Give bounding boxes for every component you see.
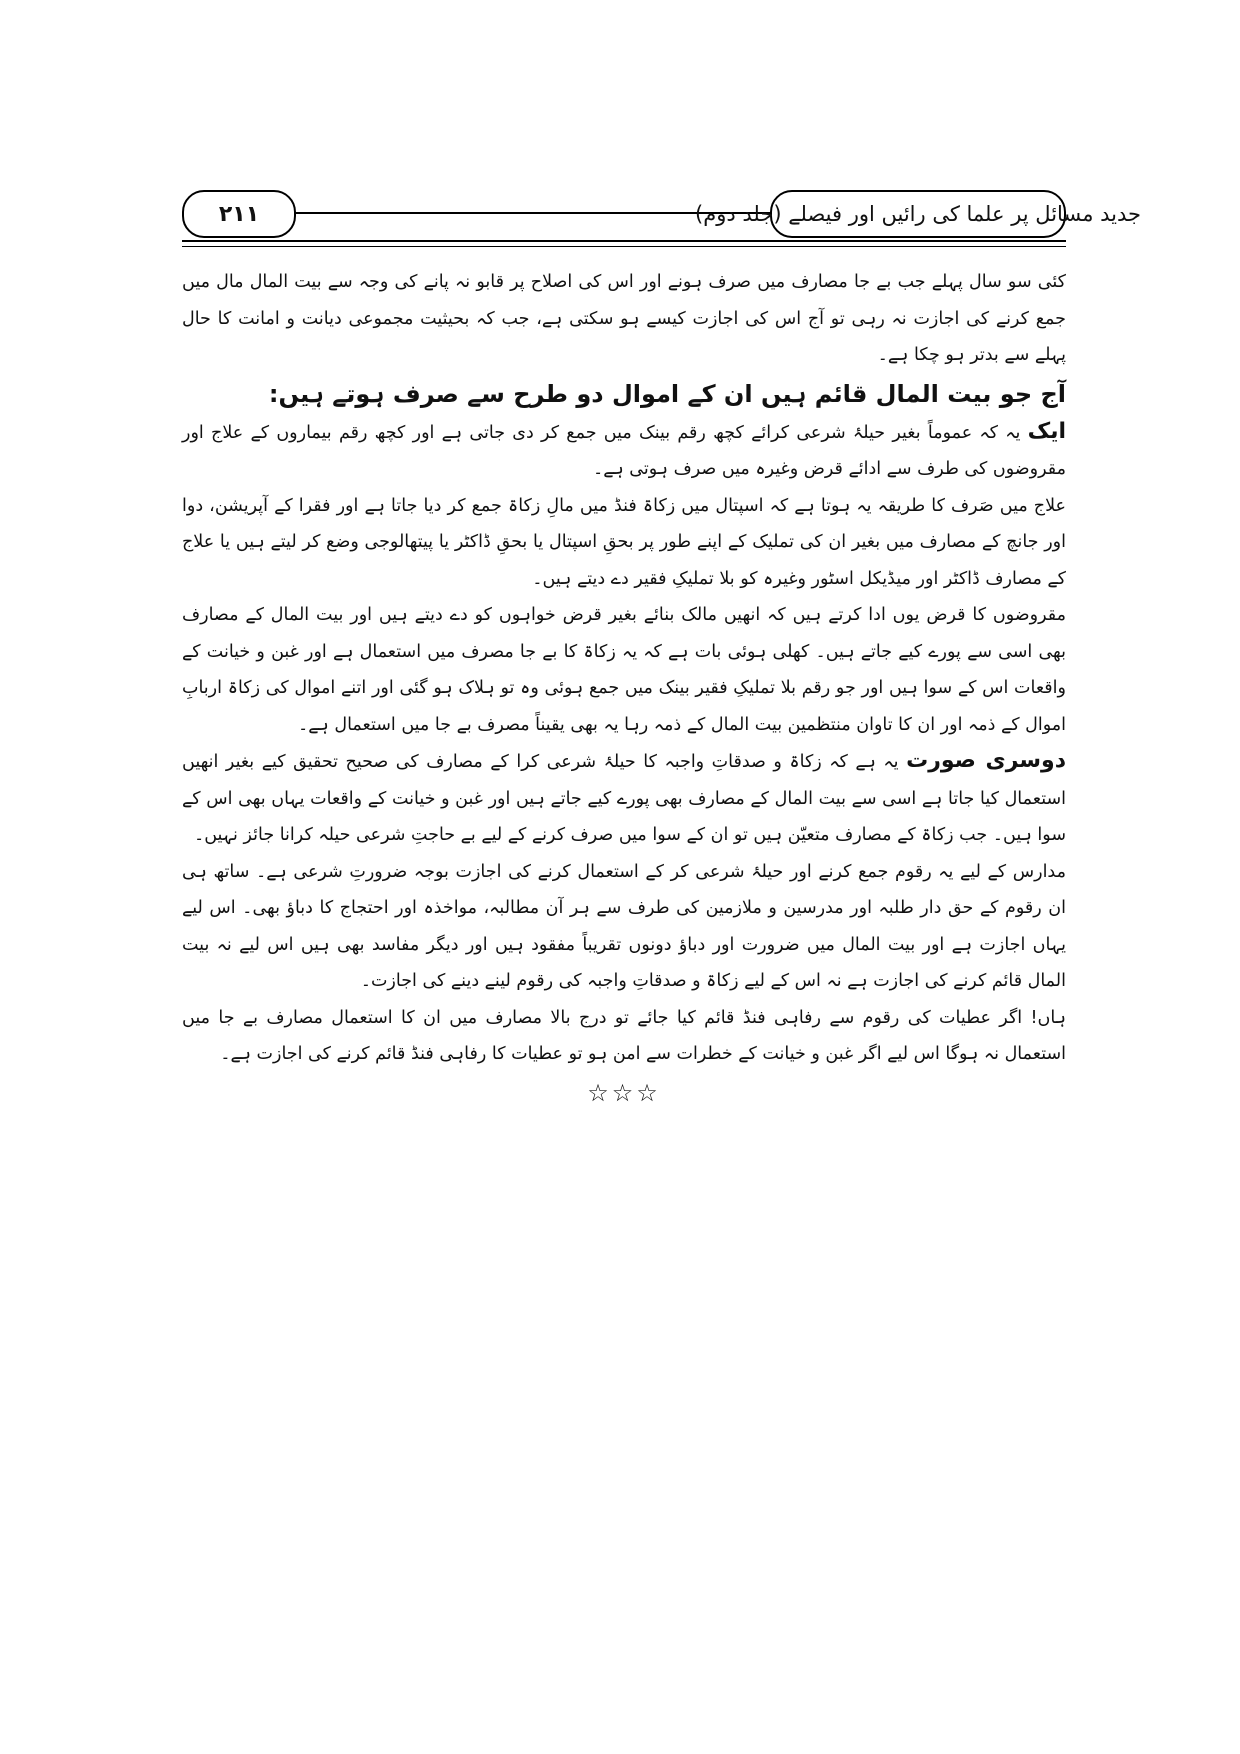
body-text: [182, 264, 1066, 1111]
lead-word-second: دوسری صورت: [906, 748, 1066, 773]
lead-word-first: ایک: [1027, 418, 1066, 444]
book-title: جدید مسائل پر علما کی رائیں اور فیصلے (جلد دوم): [695, 202, 1141, 226]
page-number-box: [182, 190, 296, 238]
running-header: [182, 190, 1141, 248]
paragraph-5: دوسری صورت یہ ہے کہ زکاۃ و صدقاتِ واجبہ کا حیلۂ شرعی کرا کے مصارف کی صحیح تحقیق کیے بغیر انھیں استعمال کیا جاتا ہے اسی سے بیت المال کے مصارف بھی پورے کیے جاتے ہیں اور غبن و خیانت کے واقعات یہاں بھی اس کے سوا ہیں۔ جب زکاۃ کے مصارف متعیّن ہیں تو ان کے سوا میں صرف کرنے کے لیے بے حاجتِ شرعی حیلہ کرانا جائز نہیں۔: [182, 748, 1066, 845]
paragraph-7: ہاں! اگر عطیات کی رقوم سے رفاہی فنڈ قائم کیا جائے تو درج بالا مصارف میں ان کا استعمال مصارف بے جا میں استعمال نہ ہوگا اس لیے اگر غبن و خیانت کے خطرات سے امن ہو تو عطیات کا رفاہی فنڈ قائم کرنے کی اجازت ہے۔: [182, 1007, 1066, 1064]
page-number: ۲۱۱: [218, 201, 260, 227]
paragraph-4: مقروضوں کا قرض یوں ادا کرتے ہیں کہ انھیں مالک بنائے بغیر قرض خواہوں کو دے دیتے ہیں اور بیت المال کے مصارف بھی اسی سے پورے کیے جاتے ہیں۔ کھلی ہوئی بات ہے کہ یہ زکاۃ کا بے جا مصرف میں استعمال ہے اور غبن و خیانت کے واقعات اس کے سوا ہیں اور جو رقم بلا تملیکِ فقیر بینک میں جمع ہوئی وہ تو ہلاک ہو گئی اور اتنے اموال کی زکاۃ اربابِ اموال کے ذمہ اور ان کا تاوان منتظمین بیت المال کے ذمہ رہا یہ بھی یقیناً مصرف بے جا میں استعمال ہے۔: [182, 605, 1066, 735]
book-title-box: [695, 190, 1141, 238]
section-heading: آج جو بیت المال قائم ہیں ان کے اموال دو طرح سے صرف ہوتے ہیں:: [268, 379, 1066, 408]
section-divider-stars: ☆☆☆: [587, 1078, 661, 1107]
header-double-rule: [182, 240, 1066, 247]
paragraph-3: علاج میں صَرف کا طریقہ یہ ہوتا ہے کہ اسپتال میں زکاۃ فنڈ میں مالِ زکاۃ جمع کر دیا جاتا ہے اور فقرا کے آپریشن، دوا اور جانچ کے مصارف میں بغیر ان کی تملیک کے اپنے طور پر بحقِ اسپتال یا بحقِ ڈاکٹر یا پیتھالوجی وضع کر لیتے ہیں یا علاج کے مصارف ڈاکٹر اور میڈیکل اسٹور وغیرہ کو بلا تملیکِ فقیر دے دیتے ہیں۔: [182, 495, 1066, 589]
paragraph-6: مدارس کے لیے یہ رقوم جمع کرنے اور حیلۂ شرعی کر کے استعمال کرنے کی اجازت بوجہ ضرورتِ شرعی ہے۔ ساتھ ہی ان رقوم کے حق دار طلبہ اور مدرسین و ملازمین کی طرف سے ہر آن مطالبہ، مواخذہ اور احتجاج کا دباؤ بھی۔ اس لیے یہاں اجازت ہے اور بیت المال میں ضرورت اور دباؤ دونوں تقریباً مفقود ہیں اور دیگر مفاسد بھی ہیں اس لیے نہ بیت المال قائم کرنے کی اجازت ہے نہ اس کے لیے زکاۃ و صدقاتِ واجبہ کی رقوم لینے دینے کی اجازت۔: [182, 861, 1066, 991]
paragraph-2: ایک یہ کہ عموماً بغیر حیلۂ شرعی کرائے کچھ رقم بینک میں جمع کر دی جاتی ہے اور کچھ رقم بیماروں کے علاج اور مقروضوں کی طرف سے ادائے قرض وغیرہ میں صرف ہوتی ہے۔: [182, 418, 1066, 479]
paragraph-1: کئی سو سال پہلے جب بے جا مصارف میں صرف ہونے اور اس کی اصلاح پر قابو نہ پانے کی وجہ سے بیت المال مال میں جمع کرنے کی اجازت نہ رہی تو آج اس کی اجازت کیسے ہو سکتی ہے، جب کہ بحیثیت مجموعی دیانت و امانت کا حال پہلے سے بدتر ہو چکا ہے۔: [182, 272, 1066, 365]
